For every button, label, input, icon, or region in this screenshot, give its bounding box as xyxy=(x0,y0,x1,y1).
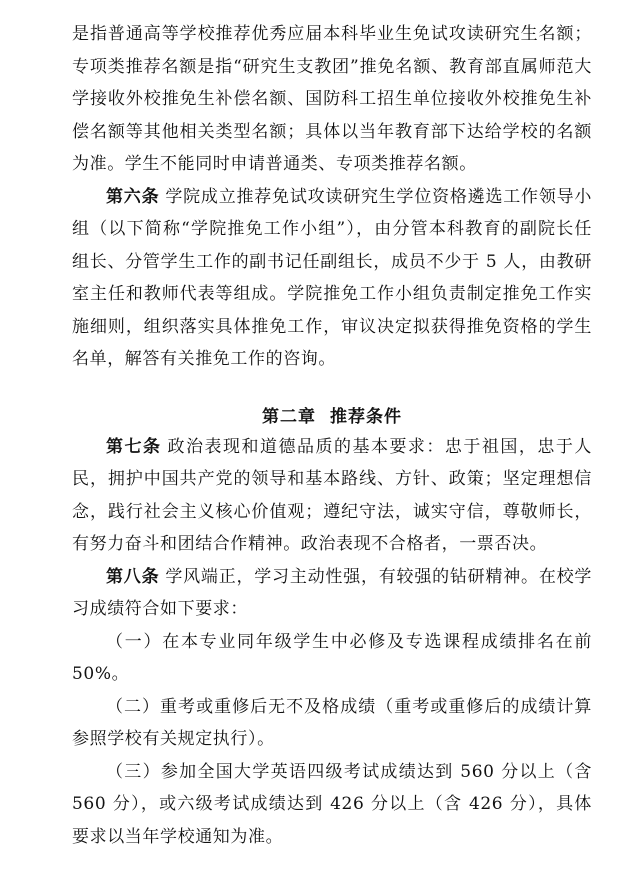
article-6-paragraph xyxy=(72,181,592,376)
list-item-2 xyxy=(72,691,592,756)
chapter-title: 推荐条件 xyxy=(330,406,402,427)
paragraph-text: （三）参加全国大学英语四级考试成绩达到 560 分以上（含 560 分），或六级考试成绩达到 426 分以上（含 426 分），具体要求以当年学校通知为准。 xyxy=(72,761,592,847)
paragraph-text: 学风端正，学习主动性强，有较强的钻研精神。在校学习成绩符合如下要求： xyxy=(72,566,592,619)
article-number: 第七条 xyxy=(106,436,162,457)
list-item-3 xyxy=(72,756,592,854)
paragraph-continued xyxy=(72,18,592,181)
paragraph-text: （一）在本专业同年级学生中必修及专选课程成绩排名在前50%。 xyxy=(72,631,592,684)
article-number: 第六条 xyxy=(106,186,160,207)
paragraph-text: （二）重考或重修后无不及格成绩（重考或重修后的成绩计算参照学校有关规定执行）。 xyxy=(72,696,592,749)
paragraph-text: 学院成立推荐免试攻读研究生学位资格遴选工作领导小组（以下简称“学院推免工作小组”），由分管本科教育的副院长任组长、分管学生工作的副书记任副组长，成员不少于 5 人，由教研室主任和教师代表等组成。学院推免工作小组负责制定推免工作实施细则，组织落实具体推免工作，审议决定拟获得推免资格的学生名单，解答有关推免工作的咨询。 xyxy=(72,186,592,369)
chapter-number: 第二章 xyxy=(262,406,316,427)
article-7-paragraph xyxy=(72,431,592,561)
document-page xyxy=(72,18,592,853)
article-number: 第八条 xyxy=(106,566,160,587)
chapter-heading xyxy=(72,402,592,427)
paragraph-text: 政治表现和道德品质的基本要求：忠于祖国，忠于人民，拥护中国共产党的领导和基本路线、方针、政策；坚定理想信念，践行社会主义核心价值观；遵纪守法，诚实守信，尊敬师长，有努力奋斗和团结合作精神。政治表现不合格者，一票否决。 xyxy=(72,436,592,554)
paragraph-text: 是指普通高等学校推荐优秀应届本科毕业生免试攻读研究生名额；专项类推荐名额是指“研究生支教团”推免名额、教育部直属师范大学接收外校推免生补偿名额、国防科工招生单位接收外校推免生补偿名额等其他相关类型名额；具体以当年教育部下达给学校的名额为准。学生不能同时申请普通类、专项类推荐名额。 xyxy=(72,24,592,174)
list-item-1 xyxy=(72,626,592,691)
article-8-paragraph xyxy=(72,561,592,626)
